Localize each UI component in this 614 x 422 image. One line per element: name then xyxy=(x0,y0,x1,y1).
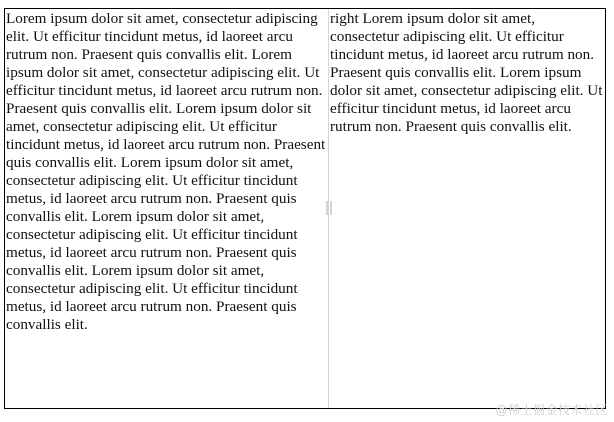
right-pane: right Lorem ipsum dolor sit amet, consectetur adipiscing elit. Ut efficitur tincidunt metus, id laoreet arcu rutrum non. Praesent quis convallis elit. Lorem ipsum dolor sit amet, consectetur adipiscing elit. Ut efficitur tincidunt metus, id laoreet arcu rutrum non. Praesent quis convallis elit. xyxy=(330,10,603,135)
split-pane-container xyxy=(4,8,606,409)
grip-bar xyxy=(326,201,328,215)
watermark: @稀土掘金技术社区 xyxy=(495,403,608,417)
left-pane: Lorem ipsum dolor sit amet, consectetur adipiscing elit. Ut efficitur tincidunt metus, id laoreet arcu rutrum non. Praesent quis convallis elit. Lorem ipsum dolor sit amet, consectetur adipiscing elit. Ut efficitur tincidunt metus, id laoreet arcu rutrum non. Praesent quis convallis elit. Lorem ipsum dolor sit amet, consectetur adipiscing elit. Ut efficitur tincidunt metus, id laoreet arcu rutrum non. Praesent quis convallis elit. Lorem ipsum dolor sit amet, consectetur adipiscing elit. Ut efficitur tincidunt metus, id laoreet arcu rutrum non. Praesent quis convallis elit. Lorem ipsum dolor sit amet, consectetur adipiscing elit. Ut efficitur tincidunt metus, id laoreet arcu rutrum non. Praesent quis convallis elit. Lorem ipsum dolor sit amet, consectetur adipiscing elit. Ut efficitur tincidunt metus, id laoreet arcu rutrum non. Praesent quis convallis elit. xyxy=(6,10,326,333)
grip-bar xyxy=(330,201,332,215)
resize-grip-icon[interactable] xyxy=(322,200,335,216)
pane-divider[interactable] xyxy=(328,9,329,408)
